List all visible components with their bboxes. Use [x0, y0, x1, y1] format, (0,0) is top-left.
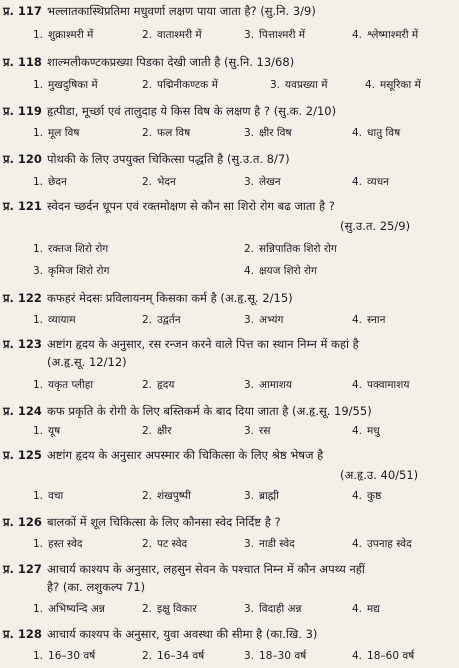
question-number: प्र. 117	[3, 4, 42, 18]
option-2: 2. उद्वर्तन	[142, 314, 181, 326]
question-text-line	[3, 448, 323, 462]
question-text: अष्टांग हृदय के अनुसार अपस्मार की चिकित्सा के लिए श्रेष्ठ भेषज है	[47, 448, 324, 462]
option-1: 1. अभिष्यन्दि अन्न	[33, 603, 105, 615]
question-text: बालकों में शूल चिकित्सा के लिए कौनसा स्वेद निर्दिष्ट है ?	[47, 515, 281, 529]
option-2: 2. फल विष	[142, 127, 191, 139]
option-2: 2. सन्निपातिक शिरो रोग	[244, 243, 337, 255]
question-text-line	[3, 152, 290, 166]
option-1: 1. मूल विष	[33, 127, 80, 139]
option-3: 3. लेखन	[244, 176, 281, 188]
question-text-continued: (अ.हृ.सू. 12/12)	[47, 355, 127, 369]
question-text-continued: है? (का. लशुकल्प 71)	[47, 580, 146, 594]
option-3: 3. आमाशय	[244, 379, 292, 391]
question-text-line	[3, 55, 294, 69]
question-text-line	[3, 199, 335, 213]
option-4: 4. मधु	[352, 425, 380, 437]
option-1: 1. छेदन	[33, 176, 67, 188]
question-text-line	[3, 562, 365, 576]
option-1: 1. हस्त स्वेद	[33, 538, 83, 550]
option-4: 4. पक्वामाशय	[352, 379, 410, 391]
option-4: 4. धातु विष	[352, 127, 401, 139]
option-2: 2. इक्षु विकार	[142, 603, 197, 615]
question-text-line	[3, 404, 372, 418]
option-1: 1. व्यायाम	[33, 314, 76, 326]
option-4: 4. कुष्ठ	[352, 490, 382, 502]
option-3: 3. ब्राह्मी	[244, 490, 279, 502]
question-number: प्र. 120	[3, 152, 42, 166]
option-2: 2. शंखपुष्पी	[142, 490, 191, 502]
option-1: 1. यूष	[33, 425, 61, 437]
option-3: 3. विदाही अन्न	[244, 603, 302, 615]
question-text: स्वेदन च्छर्दन धूपन एवं रक्तमोक्षण से कौन सा शिरो रोग बढ जाता है ?	[47, 199, 335, 213]
option-3: 3. यवप्रख्या में	[270, 79, 328, 91]
option-1: 1. मुखदुषिका में	[33, 79, 98, 91]
question-text: आचार्य काश्यप के अनुसार, युवा अवस्था की सीमा है (का.खि. 3)	[47, 627, 318, 641]
option-4: 4. स्नान	[352, 314, 386, 326]
option-2: 2. वाताश्मरी में	[142, 29, 202, 41]
option-4: 4. उपनाह स्वेद	[352, 538, 412, 550]
option-3: 3. रस	[244, 425, 271, 437]
question-number: प्र. 118	[3, 55, 42, 69]
option-2: 2. 16–34 वर्ष	[142, 650, 205, 662]
option-3: 3. अभ्यंग	[244, 314, 284, 326]
option-4: 4. व्यधन	[352, 176, 389, 188]
question-text-line	[3, 104, 336, 118]
option-4: 4. 18–60 वर्ष	[352, 650, 415, 662]
option-1: 1. वचा	[33, 490, 64, 502]
option-1: 1. यकृत प्लीहा	[33, 379, 94, 391]
question-number: प्र. 127	[3, 562, 42, 576]
question-text: कफ प्रकृति के रोगी के लिए बस्तिकर्म के बाद दिया जाता है (अ.हृ.सू. 19/55)	[47, 404, 372, 418]
question-reference: (अ.हृ.उ. 40/51)	[340, 468, 419, 482]
option-1: 1. शुक्राश्मरी में	[33, 29, 94, 41]
option-3: 3. नाडी स्वेद	[244, 538, 295, 550]
option-4: 4. मसूरिका में	[365, 79, 421, 91]
option-3: 3. 18–30 वर्ष	[244, 650, 307, 662]
option-2: 2. पट स्वेद	[142, 538, 188, 550]
question-number: प्र. 128	[3, 627, 42, 641]
option-3: 3. कृमिज शिरो रोग	[33, 265, 110, 277]
question-text: पोथकी के लिए उपयुक्त चिकित्सा पद्धति है (सु.उ.त. 8/7)	[47, 152, 290, 166]
question-number: प्र. 121	[3, 199, 42, 213]
option-3: 3. पित्ताश्मरी में	[244, 29, 306, 41]
question-text: भल्लातकास्थिप्रतिमा मधुवर्णा लक्षण पाया जाता है? (सु.नि. 3/9)	[47, 4, 316, 18]
option-2: 2. पद्मिनीकण्टक में	[142, 79, 218, 91]
question-text-line	[3, 515, 281, 529]
question-number: प्र. 122	[3, 291, 42, 305]
question-reference: (सु.उ.त. 25/9)	[340, 219, 411, 233]
question-number: प्र. 125	[3, 448, 42, 462]
question-text-line	[3, 291, 293, 305]
option-3: 3. क्षीर विष	[244, 127, 292, 139]
question-text: कफहरं मेदसः प्रविलायनम् किसका कर्म है (अ.हृ.सू. 2/15)	[47, 291, 293, 305]
option-4: 4. श्लेष्माश्मरी में	[352, 29, 419, 41]
option-2: 2. क्षीर	[142, 425, 172, 437]
question-text-line	[3, 4, 316, 18]
question-text-line	[3, 627, 317, 641]
question-text-line	[3, 337, 359, 351]
question-number: प्र. 126	[3, 515, 42, 529]
question-text: आचार्य काश्यप के अनुसार, लहसुन सेवन के पश्चात निम्न में कौन अपथ्य नहीं	[47, 562, 365, 576]
option-4: 4. क्षयज शिरो रोग	[244, 265, 317, 277]
option-2: 2. हृदय	[142, 379, 175, 391]
option-2: 2. भेदन	[142, 176, 176, 188]
question-text: अष्टांग हृदय के अनुसार, रस रन्जन करने वाले पित्त का स्थान निम्न में कहां है	[47, 337, 359, 351]
question-number: प्र. 124	[3, 404, 42, 418]
question-number: प्र. 119	[3, 104, 42, 118]
option-1: 1. 16–30 वर्ष	[33, 650, 96, 662]
question-text: शाल्मलीकण्टकप्रख्या पिडका देखी जाती है (सु.नि. 13/68)	[47, 55, 295, 69]
option-4: 4. मद्य	[352, 603, 380, 615]
option-1: 1. रक्तज शिरो रोग	[33, 243, 109, 255]
question-text: हृत्पीडा, मूर्च्छा एवं तालुदाह ये किस विष के लक्षण है ? (सु.क. 2/10)	[47, 104, 337, 118]
question-number: प्र. 123	[3, 337, 42, 351]
